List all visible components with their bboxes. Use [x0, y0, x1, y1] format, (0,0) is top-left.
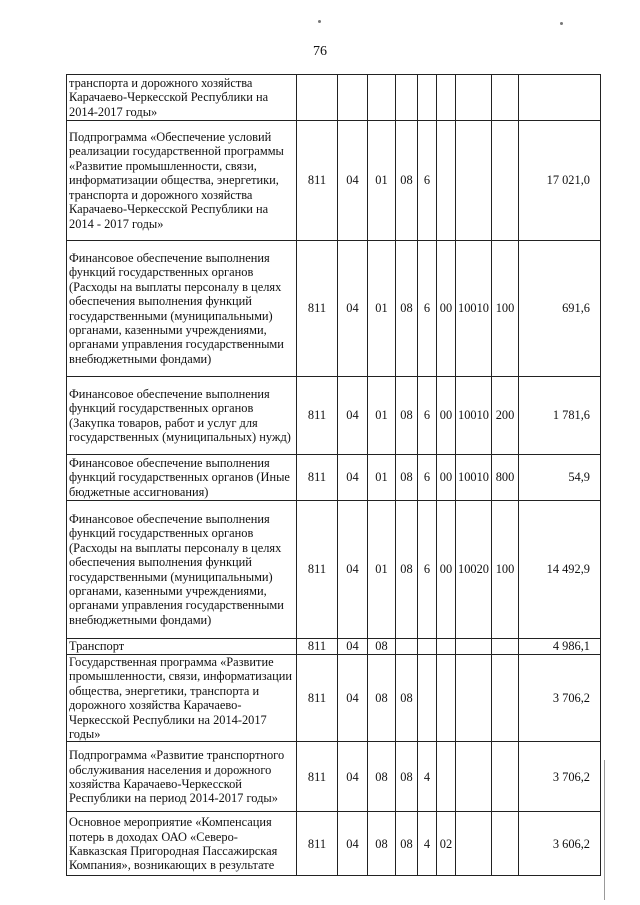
cell-subsection: 01 — [368, 241, 396, 377]
cell-section: 04 — [338, 639, 368, 655]
cell-ministry: 811 — [297, 241, 338, 377]
cell-subprogram — [418, 639, 437, 655]
cell-name: Государственная программа «Развитие промышленности, связи, информатизации общества, энергетики, транспорта и дорожного хозяйства Карачаево-Черкесской Республики на 2014-2017 годы» — [67, 655, 297, 742]
cell-ministry: 811 — [297, 501, 338, 639]
cell-ministry — [297, 75, 338, 121]
cell-amount: 691,6 — [519, 241, 601, 377]
cell-expense: 800 — [492, 455, 519, 501]
cell-subsection: 08 — [368, 655, 396, 742]
cell-ministry: 811 — [297, 377, 338, 455]
cell-subsection: 08 — [368, 639, 396, 655]
table-row — [67, 742, 601, 812]
cell-event — [437, 639, 456, 655]
cell-subprogram: 6 — [418, 455, 437, 501]
table-row — [67, 812, 601, 876]
scan-speck — [318, 20, 321, 23]
cell-event — [437, 75, 456, 121]
cell-amount — [519, 75, 601, 121]
cell-section: 04 — [338, 121, 368, 241]
cell-expense — [492, 812, 519, 876]
cell-amount: 3 706,2 — [519, 742, 601, 812]
scan-margin-line — [604, 760, 605, 900]
cell-event — [437, 655, 456, 742]
cell-section: 04 — [338, 812, 368, 876]
cell-name: Подпрограмма «Обеспечение условий реализации государственной программы «Развитие промышленности, связи, информатизации общества, энергетики, транспорта и дорожного хозяйства Карачаево-Черкесской Республики на 2014 - 2017 годы» — [67, 121, 297, 241]
cell-direction: 10010 — [456, 377, 492, 455]
cell-amount: 3 706,2 — [519, 655, 601, 742]
cell-section: 04 — [338, 742, 368, 812]
cell-direction — [456, 121, 492, 241]
cell-subsection: 01 — [368, 501, 396, 639]
cell-program: 08 — [396, 121, 418, 241]
cell-name: Финансовое обеспечение выполнения функций государственных органов (Расходы на выплаты персоналу в целях обеспечения выполнения функций государственными (муниципальными) органами, казенными учреждениями, органами управления государственными внебюджетными фондами) — [67, 501, 297, 639]
cell-expense: 100 — [492, 501, 519, 639]
table-row — [67, 75, 601, 121]
cell-amount: 3 606,2 — [519, 812, 601, 876]
cell-subprogram — [418, 655, 437, 742]
cell-subprogram: 6 — [418, 121, 437, 241]
cell-event: 00 — [437, 377, 456, 455]
cell-direction — [456, 655, 492, 742]
cell-program: 08 — [396, 742, 418, 812]
cell-event: 00 — [437, 241, 456, 377]
cell-direction: 10010 — [456, 455, 492, 501]
cell-ministry: 811 — [297, 742, 338, 812]
cell-ministry: 811 — [297, 812, 338, 876]
cell-event: 00 — [437, 455, 456, 501]
cell-expense — [492, 121, 519, 241]
cell-amount: 17 021,0 — [519, 121, 601, 241]
cell-program: 08 — [396, 241, 418, 377]
cell-amount: 4 986,1 — [519, 639, 601, 655]
cell-subsection — [368, 75, 396, 121]
cell-direction — [456, 75, 492, 121]
cell-event — [437, 121, 456, 241]
cell-subsection: 08 — [368, 812, 396, 876]
cell-name: Финансовое обеспечение выполнения функций государственных органов (Иные бюджетные ассигнования) — [67, 455, 297, 501]
cell-program: 08 — [396, 501, 418, 639]
cell-direction: 10020 — [456, 501, 492, 639]
cell-event — [437, 742, 456, 812]
cell-ministry: 811 — [297, 639, 338, 655]
cell-program — [396, 75, 418, 121]
cell-ministry: 811 — [297, 655, 338, 742]
cell-ministry: 811 — [297, 121, 338, 241]
cell-amount: 1 781,6 — [519, 377, 601, 455]
cell-subsection: 01 — [368, 455, 396, 501]
cell-event: 00 — [437, 501, 456, 639]
cell-name: Финансовое обеспечение выполнения функций государственных органов (Расходы на выплаты персоналу в целях обеспечения выполнения функций государственными (муниципальными) органами, казенными учреждениями, органами управления государственными внебюджетными фондами) — [67, 241, 297, 377]
table-row — [67, 455, 601, 501]
cell-expense — [492, 655, 519, 742]
cell-amount: 14 492,9 — [519, 501, 601, 639]
cell-expense: 100 — [492, 241, 519, 377]
cell-subprogram: 6 — [418, 501, 437, 639]
cell-name: транспорта и дорожного хозяйства Карачаево-Черкесской Республики на 2014-2017 годы» — [67, 75, 297, 121]
cell-expense — [492, 75, 519, 121]
cell-event: 02 — [437, 812, 456, 876]
cell-name: Финансовое обеспечение выполнения функций государственных органов (Закупка товаров, работ и услуг для государственных (муниципальных) нужд) — [67, 377, 297, 455]
cell-amount: 54,9 — [519, 455, 601, 501]
cell-section: 04 — [338, 241, 368, 377]
cell-program: 08 — [396, 655, 418, 742]
cell-subprogram: 6 — [418, 377, 437, 455]
cell-subprogram — [418, 75, 437, 121]
cell-direction — [456, 812, 492, 876]
cell-program: 08 — [396, 377, 418, 455]
cell-direction: 10010 — [456, 241, 492, 377]
cell-direction — [456, 742, 492, 812]
cell-program: 08 — [396, 812, 418, 876]
table-row — [67, 655, 601, 742]
cell-subprogram: 4 — [418, 742, 437, 812]
cell-subprogram: 6 — [418, 241, 437, 377]
cell-name: Основное мероприятие «Компенсация потерь в доходах ОАО «Северо-Кавказская Пригородная Пассажирская Компания», возникающих в результате — [67, 812, 297, 876]
cell-section: 04 — [338, 377, 368, 455]
cell-name: Подпрограмма «Развитие транспортного обслуживания населения и дорожного хозяйства Карачаево-Черкесской Республики на период 2014-2017 годы» — [67, 742, 297, 812]
page-number: 76 — [313, 44, 327, 59]
cell-section: 04 — [338, 501, 368, 639]
table-row — [67, 501, 601, 639]
cell-section: 04 — [338, 455, 368, 501]
cell-subsection: 01 — [368, 121, 396, 241]
cell-subprogram: 4 — [418, 812, 437, 876]
cell-section — [338, 75, 368, 121]
cell-name: Транспорт — [67, 639, 297, 655]
table-row — [67, 121, 601, 241]
table-row — [67, 241, 601, 377]
scan-speck — [560, 22, 563, 25]
table-row — [67, 377, 601, 455]
cell-expense — [492, 639, 519, 655]
cell-expense: 200 — [492, 377, 519, 455]
cell-program — [396, 639, 418, 655]
cell-direction — [456, 639, 492, 655]
cell-ministry: 811 — [297, 455, 338, 501]
budget-table — [66, 74, 601, 876]
cell-subsection: 01 — [368, 377, 396, 455]
cell-section: 04 — [338, 655, 368, 742]
cell-subsection: 08 — [368, 742, 396, 812]
table-row — [67, 639, 601, 655]
cell-expense — [492, 742, 519, 812]
cell-program: 08 — [396, 455, 418, 501]
